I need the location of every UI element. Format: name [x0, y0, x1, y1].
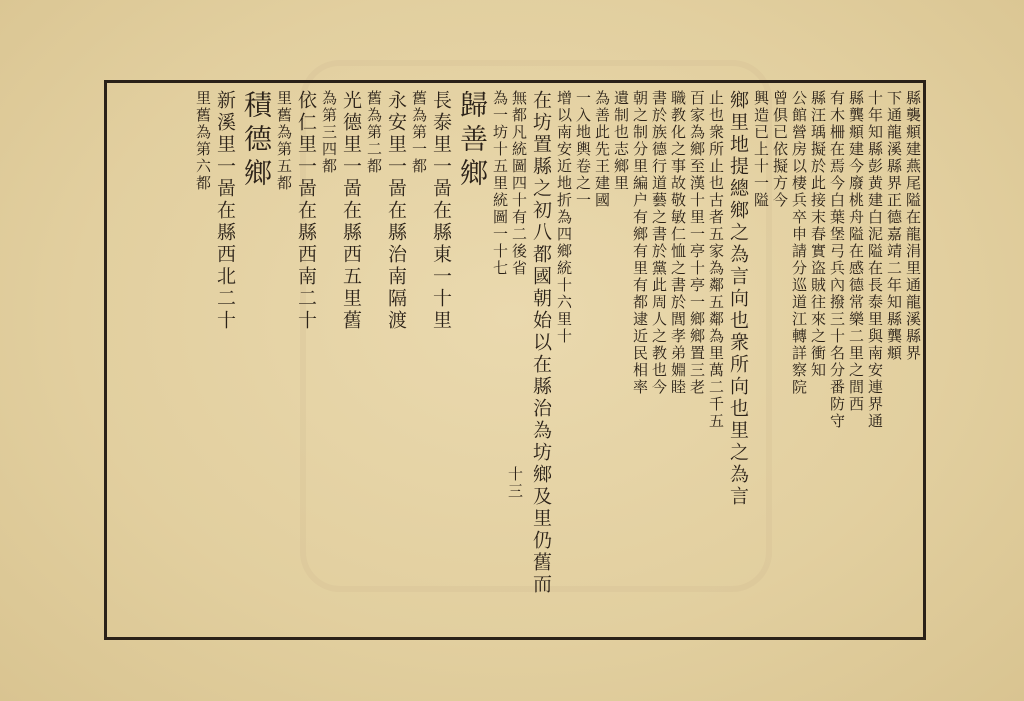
text-column: 歸善鄉 [456, 90, 489, 192]
text-column: 遺制也志鄉里 [612, 90, 630, 192]
text-column: 縣襲頫建燕尾隘在龍涓里通龍溪縣界 [904, 90, 922, 362]
text-column: 為善此先王建國 [593, 90, 611, 209]
text-column: 積德鄉 [240, 90, 273, 192]
text-column: 為一坊十五里統圖一十七 [491, 90, 509, 277]
text-column: 鄉里地提總鄉之為言向也衆所向也里之為言 [727, 90, 749, 508]
text-column: 新溪里一啚在縣西北二十 [214, 90, 236, 332]
text-column: 舊為第一都 [410, 90, 428, 175]
text-column: 公館營房以棲兵卒申請分巡道江轉詳察院 [790, 90, 808, 396]
text-column: 下通龍溪縣界正德嘉靖二年知縣龔頫 [885, 90, 903, 362]
text-column: 曾俱已依擬方今 [771, 90, 789, 209]
text-column: 一入地輿卷之一 [574, 90, 592, 209]
page-number: 十三 [506, 466, 524, 500]
text-column: 止也衆所止也古者五家為鄰五鄰為里萬二千五 [707, 90, 725, 430]
text-column: 依仁里一啚在縣西南二十 [295, 90, 317, 332]
text-column: 縣龔頫建今廢桃舟隘在感德常樂二里之間西 [847, 90, 865, 413]
text-column: 無都凡統圖四十有二後省 [510, 90, 528, 277]
text-column: 長泰里一啚在縣東一十里 [430, 90, 452, 332]
text-column: 縣汪瑀擬於此接末春實盗賊往來之衝知 [809, 90, 827, 379]
text-column: 百家為鄉至漢十里一亭十亭一鄉鄉置三老 [688, 90, 706, 396]
text-column: 里舊為第六都 [194, 90, 212, 192]
text-column: 書於族德行道藝之書於黨此周人之教也今 [650, 90, 668, 396]
text-column: 為第三四都 [320, 90, 338, 175]
text-column: 在坊置縣之初八都國朝始以在縣治為坊鄉及里仍舊而 [530, 90, 552, 596]
text-column: 朝之制分里編户有鄉有里有都逮近民相率 [631, 90, 649, 396]
text-column: 舊為第二都 [365, 90, 383, 175]
text-column: 興造已上十一隘 [752, 90, 770, 209]
text-column: 十年知縣彭黄建白泥隘在長泰里與南安連界通 [866, 90, 884, 430]
text-column: 里舊為第五都 [275, 90, 293, 192]
text-column: 永安里一啚在縣治南隔渡 [385, 90, 407, 332]
text-column: 有木柵在焉今白葉堡弓兵內撥三十名分番防守 [828, 90, 846, 430]
text-body [108, 84, 922, 636]
text-column: 職教化之事故敬敏仁恤之書於閭孝弟婣睦 [669, 90, 687, 396]
text-column: 增以南安近地折為四鄉統十六里十 [555, 90, 573, 345]
text-column: 光德里一啚在縣西五里舊 [340, 90, 362, 332]
